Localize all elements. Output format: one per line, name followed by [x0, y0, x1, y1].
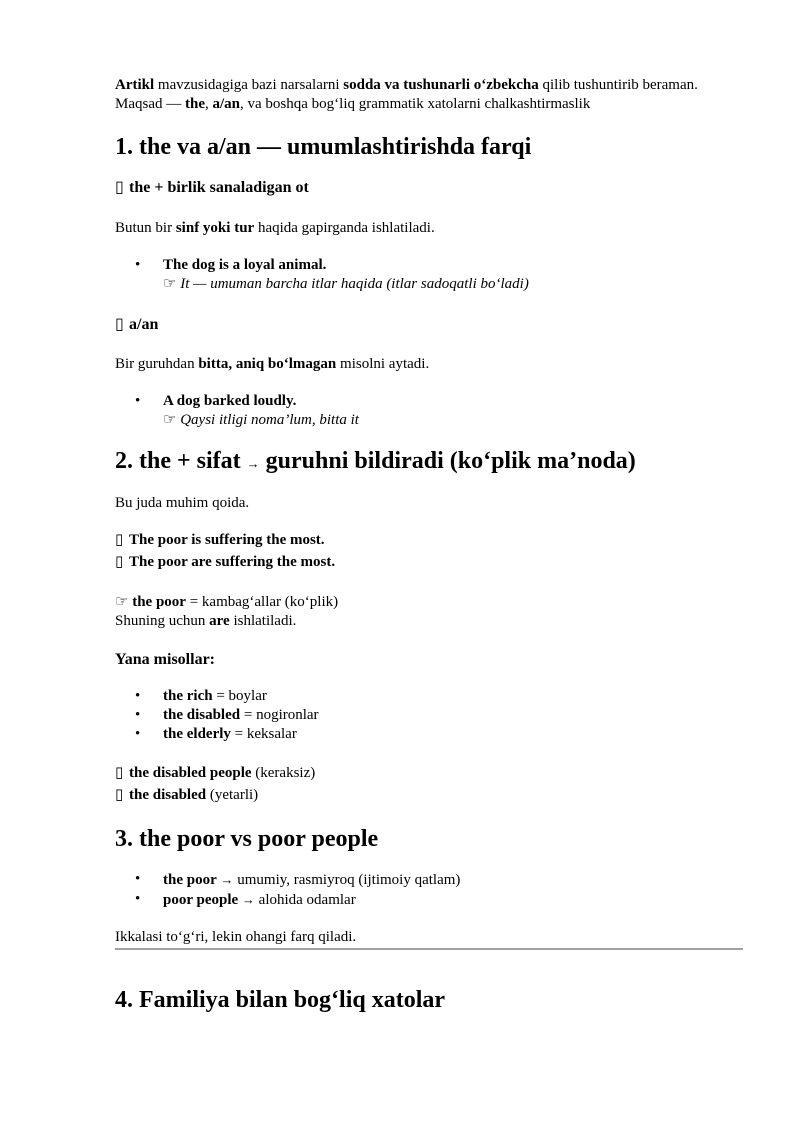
- list-item: • the poor → umumiy, rasmiyroq (ijtimoiy qatlam): [115, 870, 755, 890]
- section-4-heading: 4. Familiya bilan bog‘liq xatolar: [115, 987, 446, 1013]
- missing-glyph-icon: ▯: [115, 179, 124, 196]
- check-mark-icon: ▯: [115, 787, 124, 803]
- right-arrow-icon: →: [246, 456, 260, 471]
- check-mark-icon: ▯: [115, 554, 124, 570]
- cross-mark-icon: ▯: [115, 532, 124, 548]
- s2-examples-list: [115, 687, 755, 744]
- document-page: [115, 76, 755, 1014]
- s2-note-1: ☞ the poor = kambag‘allar (ko‘plik): [115, 594, 339, 610]
- list-item: • the rich = boylar: [115, 687, 755, 706]
- intro-line-2: Maqsad — the, a/an, va boshqa bog‘liq grammatik xatolarni chalkashtirmaslik: [115, 96, 591, 112]
- list-item: • poor people → alohida odamlar: [115, 890, 755, 910]
- s3-list: [115, 870, 755, 910]
- s2-paragraph-1: Bu juda muhim qoida.: [115, 495, 250, 511]
- s2-more-examples-heading: Yana misollar:: [115, 651, 215, 668]
- section-3-heading: 3. the poor vs poor people: [115, 826, 379, 852]
- list-item: • the disabled = nogironlar: [115, 706, 755, 725]
- s2-wrong-example-2: ▯ the disabled people (keraksiz): [115, 765, 316, 781]
- list-item: • the elderly = keksalar: [115, 725, 755, 744]
- s1-paragraph-1: Butun bir sinf yoki tur haqida gapirganda ishlatiladi.: [115, 220, 435, 236]
- s2-note-2: Shuning uchun are ishlatiladi.: [115, 613, 297, 629]
- section-1-heading: 1. the va a/an — umumlashtirishda farqi: [115, 134, 532, 160]
- s3-paragraph-with-rule: Ikkalasi to‘g‘ri, lekin ohangi farq qiladi.: [115, 928, 743, 950]
- missing-glyph-icon: ▯: [115, 316, 124, 333]
- right-arrow-icon: →: [241, 892, 255, 907]
- section-2-heading: 2. the + sifat → guruhni bildiradi (ko‘plik ma’noda): [115, 448, 636, 474]
- s2-wrong-example: ▯ The poor is suffering the most.: [115, 532, 325, 548]
- s1-subheading-a-an: ▯ a/an: [115, 316, 159, 333]
- pointing-hand-icon: ☞: [115, 594, 129, 610]
- intro-line-1: Artikl mavzusidagiga bazi narsalarni sodda va tushunarli o‘zbekcha qilib tushuntirib beraman.: [115, 77, 698, 93]
- s1-example-list-2: [115, 392, 755, 430]
- pointing-hand-icon: ☞: [163, 276, 177, 292]
- right-arrow-icon: →: [220, 872, 234, 887]
- cross-mark-icon: ▯: [115, 765, 124, 781]
- s1-paragraph-2: Bir guruhdan bitta, aniq bo‘lmagan misolni aytadi.: [115, 356, 430, 372]
- pointing-hand-icon: ☞: [163, 412, 177, 428]
- list-item: • The dog is a loyal animal. ☞ It — umuman barcha itlar haqida (itlar sadoqatli bo‘ladi): [115, 256, 755, 294]
- list-item: • A dog barked loudly. ☞ Qaysi itligi noma’lum, bitta it: [115, 392, 755, 430]
- s2-right-example-2: ▯ the disabled (yetarli): [115, 787, 259, 803]
- s1-subheading-the: ▯ the + birlik sanaladigan ot: [115, 179, 309, 196]
- s2-right-example: ▯ The poor are suffering the most.: [115, 554, 336, 570]
- s1-example-list-1: [115, 256, 755, 294]
